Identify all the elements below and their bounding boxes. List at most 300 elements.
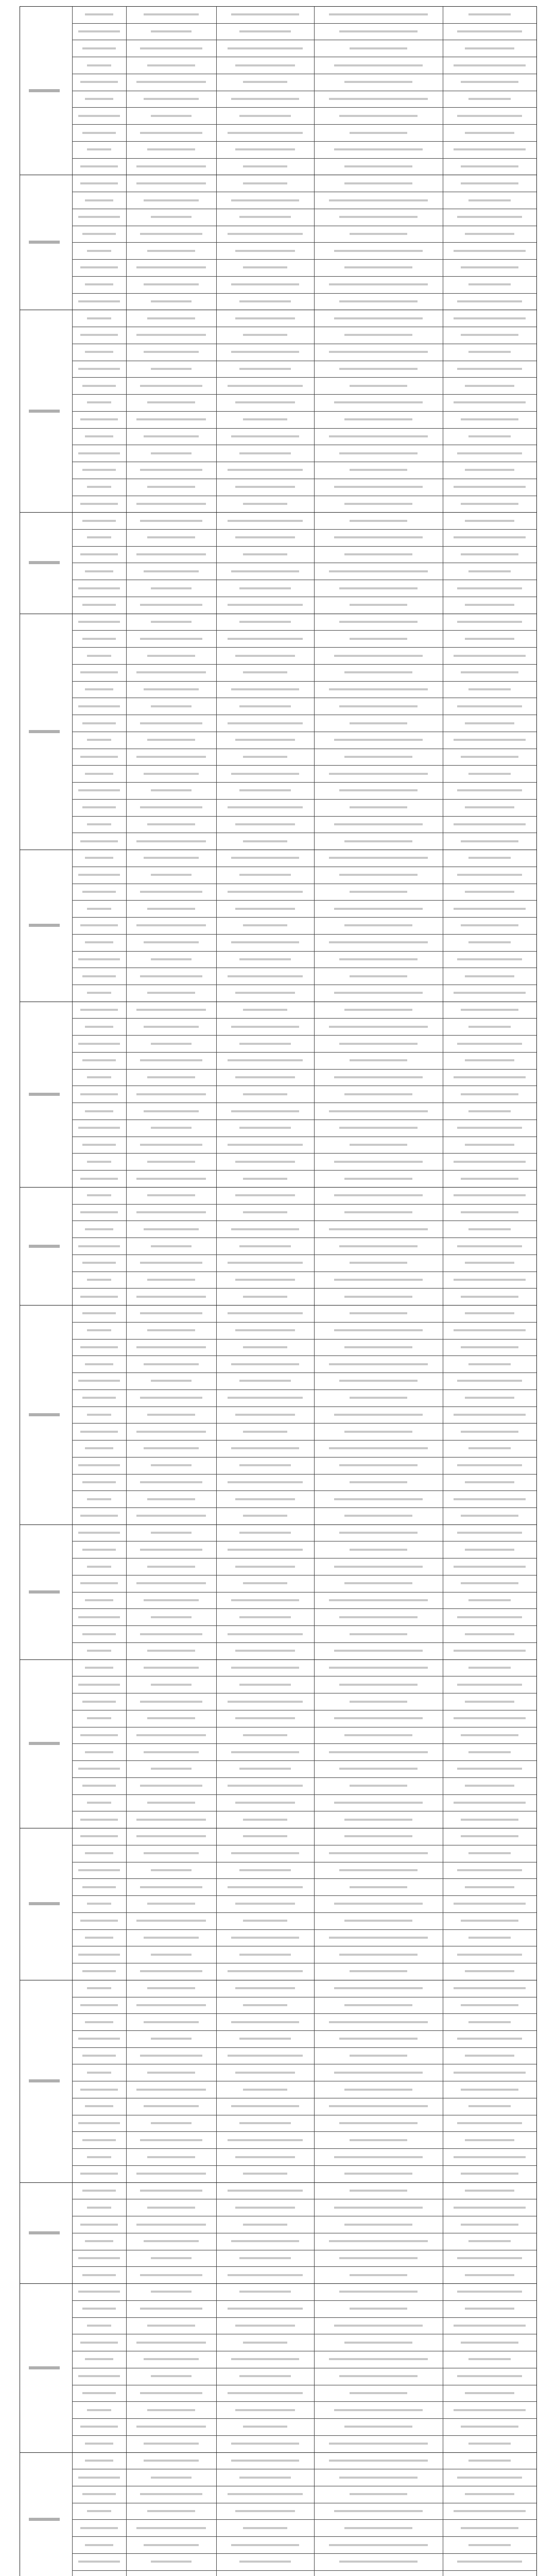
cell-text-mark xyxy=(136,553,206,555)
cell-text-mark xyxy=(468,2240,511,2242)
cell-text-mark xyxy=(231,351,299,353)
cell-text-mark xyxy=(468,351,511,353)
cell-text-mark xyxy=(235,401,295,403)
cell-text-mark xyxy=(457,216,522,218)
cell-text-mark xyxy=(80,182,117,184)
cell-text-mark xyxy=(231,283,299,285)
cell-text-mark xyxy=(228,2392,303,2394)
cell-text-mark xyxy=(228,2308,303,2310)
cell-text-mark xyxy=(80,2089,117,2091)
cell-text-mark xyxy=(235,2156,295,2158)
cell-text-mark xyxy=(350,1312,408,1314)
row-divider xyxy=(72,2131,536,2132)
cell-text-mark xyxy=(344,1835,413,1837)
cell-text-mark xyxy=(87,317,111,319)
cell-text-mark xyxy=(85,1447,114,1449)
cell-text-mark xyxy=(465,1262,514,1264)
cell-text-mark xyxy=(329,2240,428,2242)
cell-text-mark xyxy=(151,115,192,117)
cell-text-mark xyxy=(461,1920,518,1922)
row-divider xyxy=(72,2047,536,2048)
row-divider xyxy=(72,293,536,294)
cell-text-mark xyxy=(468,857,511,859)
cell-text-mark xyxy=(461,165,518,167)
cell-text-mark xyxy=(243,266,287,268)
cell-text-mark xyxy=(85,199,114,201)
cell-text-mark xyxy=(78,2257,120,2259)
cell-text-mark xyxy=(136,334,206,336)
cell-text-mark xyxy=(151,1380,192,1382)
cell-text-mark xyxy=(468,2544,511,2546)
cell-text-mark xyxy=(344,756,413,758)
cell-text-mark xyxy=(231,199,299,201)
cell-text-mark xyxy=(329,1363,428,1365)
district-label-mark xyxy=(29,1742,60,1745)
cell-text-mark xyxy=(231,1667,299,1669)
cell-text-mark xyxy=(329,435,428,437)
cell-text-mark xyxy=(140,975,202,977)
block-divider xyxy=(20,1524,536,1525)
cell-text-mark xyxy=(457,1768,522,1770)
row-divider xyxy=(72,2317,536,2318)
cell-text-mark xyxy=(454,1566,526,1568)
cell-text-mark xyxy=(350,1481,408,1483)
cell-text-mark xyxy=(334,486,423,488)
cell-text-mark xyxy=(80,81,117,83)
cell-text-mark xyxy=(87,1161,111,1163)
cell-text-mark xyxy=(350,891,408,893)
cell-text-mark xyxy=(350,2493,408,2495)
cell-text-mark xyxy=(344,1093,413,1095)
cell-text-mark xyxy=(465,2274,514,2276)
cell-text-mark xyxy=(465,2493,514,2495)
cell-text-mark xyxy=(243,840,287,842)
row-divider xyxy=(72,2148,536,2149)
cell-text-mark xyxy=(80,1296,117,1298)
cell-text-mark xyxy=(329,857,428,859)
district-label-mark xyxy=(29,1902,60,1905)
cell-text-mark xyxy=(334,823,423,825)
cell-text-mark xyxy=(243,2173,287,2175)
cell-text-mark xyxy=(147,1279,195,1281)
cell-text-mark xyxy=(461,840,518,842)
cell-text-mark xyxy=(235,1903,295,1905)
row-divider xyxy=(72,1929,536,1930)
cell-text-mark xyxy=(334,2325,423,2327)
row-divider xyxy=(72,2570,536,2571)
cell-text-mark xyxy=(147,1161,195,1163)
cell-text-mark xyxy=(80,1920,117,1922)
cell-text-mark xyxy=(461,503,518,505)
cell-text-mark xyxy=(334,1329,423,1331)
cell-text-mark xyxy=(339,1532,418,1534)
cell-text-mark xyxy=(228,1970,303,1972)
cell-text-mark xyxy=(235,739,295,741)
cell-text-mark xyxy=(140,2274,202,2276)
cell-text-mark xyxy=(461,334,518,336)
cell-text-mark xyxy=(80,1093,117,1095)
district-label-mark xyxy=(29,2518,60,2521)
cell-text-mark xyxy=(334,739,423,741)
block-divider xyxy=(20,512,536,513)
cell-text-mark xyxy=(243,165,287,167)
cell-text-mark xyxy=(235,1329,295,1331)
cell-text-mark xyxy=(334,1279,423,1281)
cell-text-mark xyxy=(151,705,192,707)
cell-text-mark xyxy=(87,1329,111,1331)
cell-text-mark xyxy=(80,165,117,167)
row-divider xyxy=(72,107,536,108)
cell-text-mark xyxy=(140,604,202,606)
cell-text-mark xyxy=(144,857,199,859)
cell-text-mark xyxy=(140,638,202,640)
cell-text-mark xyxy=(78,30,120,32)
cell-text-mark xyxy=(231,1363,299,1365)
cell-text-mark xyxy=(136,1211,206,1213)
cell-text-mark xyxy=(334,536,423,538)
cell-text-mark xyxy=(231,1937,299,1939)
cell-text-mark xyxy=(228,385,303,387)
cell-text-mark xyxy=(461,1819,518,1821)
cell-text-mark xyxy=(454,317,526,319)
district-label-mark xyxy=(29,241,60,244)
cell-text-mark xyxy=(228,47,303,49)
cell-text-mark xyxy=(344,2342,413,2344)
cell-text-mark xyxy=(344,1009,413,1011)
cell-text-mark xyxy=(147,1717,195,1719)
cell-text-mark xyxy=(228,604,303,606)
row-divider xyxy=(72,1288,536,1289)
cell-text-mark xyxy=(144,1447,199,1449)
cell-text-mark xyxy=(136,1009,206,1011)
cell-text-mark xyxy=(465,1549,514,1551)
row-divider xyxy=(72,546,536,547)
cell-text-mark xyxy=(136,165,206,167)
cell-text-mark xyxy=(344,671,413,673)
cell-text-mark xyxy=(151,452,192,454)
cell-text-mark xyxy=(344,553,413,555)
cell-text-mark xyxy=(151,587,192,589)
cell-text-mark xyxy=(454,250,526,252)
row-divider xyxy=(72,799,536,800)
cell-text-mark xyxy=(461,1431,518,1433)
cell-text-mark xyxy=(78,874,120,876)
row-divider xyxy=(72,1204,536,1205)
column-divider xyxy=(216,6,217,2576)
cell-text-mark xyxy=(82,2493,115,2495)
cell-text-mark xyxy=(82,1549,115,1551)
cell-text-mark xyxy=(454,739,526,741)
cell-text-mark xyxy=(468,199,511,201)
row-divider xyxy=(72,1457,536,1458)
cell-text-mark xyxy=(239,300,291,302)
cell-text-mark xyxy=(339,958,418,960)
cell-text-mark xyxy=(243,553,287,555)
cell-text-mark xyxy=(144,2240,199,2242)
cell-text-mark xyxy=(454,908,526,910)
cell-text-mark xyxy=(329,2105,428,2107)
cell-text-mark xyxy=(228,233,303,235)
cell-text-mark xyxy=(465,1481,514,1483)
cell-text-mark xyxy=(82,2139,115,2141)
cell-text-mark xyxy=(461,2527,518,2529)
cell-text-mark xyxy=(344,165,413,167)
cell-text-mark xyxy=(339,368,418,370)
cell-text-mark xyxy=(468,1228,511,1230)
cell-text-mark xyxy=(329,2460,428,2462)
cell-text-mark xyxy=(329,1599,428,1601)
cell-text-mark xyxy=(235,823,295,825)
row-divider xyxy=(72,1372,536,1373)
cell-text-mark xyxy=(231,2105,299,2107)
cell-text-mark xyxy=(228,722,303,724)
cell-text-mark xyxy=(457,115,522,117)
cell-text-mark xyxy=(454,1650,526,1652)
cell-text-mark xyxy=(151,1869,192,1871)
column-divider xyxy=(314,6,315,2576)
cell-text-mark xyxy=(339,1954,418,1956)
cell-text-mark xyxy=(140,1397,202,1399)
cell-text-mark xyxy=(235,536,295,538)
cell-text-mark xyxy=(144,435,199,437)
cell-text-mark xyxy=(87,1076,111,1078)
cell-text-mark xyxy=(87,64,111,66)
cell-text-mark xyxy=(87,536,111,538)
cell-text-mark xyxy=(350,1262,408,1264)
cell-text-mark xyxy=(228,1633,303,1635)
cell-text-mark xyxy=(465,233,514,235)
cell-text-mark xyxy=(140,1970,202,1972)
cell-text-mark xyxy=(243,2426,287,2428)
cell-text-mark xyxy=(239,1954,291,1956)
district-label-mark xyxy=(29,1093,60,1096)
cell-text-mark xyxy=(243,1835,287,1837)
cell-text-mark xyxy=(136,2173,206,2175)
cell-text-mark xyxy=(243,1819,287,1821)
row-divider xyxy=(72,1642,536,1643)
cell-text-mark xyxy=(243,2004,287,2006)
cell-text-mark xyxy=(468,283,511,285)
cell-text-mark xyxy=(457,1532,522,1534)
row-divider xyxy=(72,2536,536,2537)
cell-text-mark xyxy=(350,2139,408,2141)
cell-text-mark xyxy=(144,688,199,690)
cell-text-mark xyxy=(82,891,115,893)
cell-text-mark xyxy=(239,789,291,791)
cell-text-mark xyxy=(334,1987,423,1989)
cell-text-mark xyxy=(457,2122,522,2124)
cell-text-mark xyxy=(85,1026,114,1028)
cell-text-mark xyxy=(350,1397,408,1399)
cell-text-mark xyxy=(147,655,195,657)
cell-text-mark xyxy=(243,1211,287,1213)
cell-text-mark xyxy=(344,840,413,842)
cell-text-mark xyxy=(454,1161,526,1163)
cell-text-mark xyxy=(239,2375,291,2377)
cell-text-mark xyxy=(243,756,287,758)
row-divider xyxy=(72,681,536,682)
cell-text-mark xyxy=(151,874,192,876)
cell-text-mark xyxy=(454,1987,526,1989)
cell-text-mark xyxy=(147,64,195,66)
cell-text-mark xyxy=(87,1414,111,1416)
cell-text-mark xyxy=(228,1886,303,1888)
row-divider xyxy=(72,1760,536,1761)
cell-text-mark xyxy=(151,1245,192,1247)
cell-text-mark xyxy=(465,1701,514,1703)
cell-text-mark xyxy=(235,2510,295,2512)
cell-text-mark xyxy=(461,1093,518,1095)
cell-text-mark xyxy=(82,638,115,640)
cell-text-mark xyxy=(454,1903,526,1905)
cell-text-mark xyxy=(147,1414,195,1416)
cell-text-mark xyxy=(87,908,111,910)
cell-text-mark xyxy=(82,722,115,724)
cell-text-mark xyxy=(140,2493,202,2495)
cell-text-mark xyxy=(140,891,202,893)
cell-text-mark xyxy=(78,1768,120,1770)
cell-text-mark xyxy=(468,2105,511,2107)
cell-text-mark xyxy=(344,1920,413,1922)
cell-text-mark xyxy=(339,216,418,218)
cell-text-mark xyxy=(140,520,202,522)
cell-text-mark xyxy=(78,452,120,454)
cell-text-mark xyxy=(80,266,117,268)
cell-text-mark xyxy=(239,2561,291,2563)
district-label-mark xyxy=(29,1245,60,1248)
cell-text-mark xyxy=(350,385,408,387)
cell-text-mark xyxy=(87,2072,111,2074)
row-divider xyxy=(72,934,536,935)
cell-text-mark xyxy=(235,1802,295,1804)
cell-text-mark xyxy=(80,1346,117,1348)
cell-text-mark xyxy=(454,2072,526,2074)
cell-text-mark xyxy=(334,1802,423,1804)
cell-text-mark xyxy=(239,587,291,589)
cell-text-mark xyxy=(461,418,518,420)
cell-text-mark xyxy=(80,1734,117,1736)
cell-text-mark xyxy=(350,604,408,606)
cell-text-mark xyxy=(465,1397,514,1399)
cell-text-mark xyxy=(80,1819,117,1821)
cell-text-mark xyxy=(231,13,299,15)
cell-text-mark xyxy=(228,1312,303,1314)
cell-text-mark xyxy=(82,1312,115,1314)
cell-text-mark xyxy=(78,300,120,302)
cell-text-mark xyxy=(339,1380,418,1382)
cell-text-mark xyxy=(461,1296,518,1298)
cell-text-mark xyxy=(235,486,295,488)
cell-text-mark xyxy=(80,1009,117,1011)
cell-text-mark xyxy=(454,64,526,66)
cell-text-mark xyxy=(80,418,117,420)
cell-text-mark xyxy=(350,1886,408,1888)
row-divider xyxy=(72,1389,536,1390)
cell-text-mark xyxy=(78,368,120,370)
cell-text-mark xyxy=(151,2561,192,2563)
cell-text-mark xyxy=(78,2291,120,2293)
cell-text-mark xyxy=(329,283,428,285)
cell-text-mark xyxy=(85,2443,114,2445)
cell-text-mark xyxy=(85,1852,114,1854)
column-divider xyxy=(536,6,537,2576)
cell-text-mark xyxy=(468,2460,511,2462)
cell-text-mark xyxy=(231,2240,299,2242)
row-divider xyxy=(72,259,536,260)
cell-text-mark xyxy=(140,2392,202,2394)
cell-text-mark xyxy=(140,2308,202,2310)
cell-text-mark xyxy=(87,2510,111,2512)
cell-text-mark xyxy=(457,874,522,876)
row-divider xyxy=(72,242,536,243)
cell-text-mark xyxy=(144,2358,199,2360)
cell-text-mark xyxy=(87,823,111,825)
cell-text-mark xyxy=(82,469,115,471)
cell-text-mark xyxy=(151,2375,192,2377)
row-divider xyxy=(72,1878,536,1879)
cell-text-mark xyxy=(465,638,514,640)
cell-text-mark xyxy=(344,334,413,336)
row-divider xyxy=(72,1777,536,1778)
cell-text-mark xyxy=(457,1869,522,1871)
cell-text-mark xyxy=(239,1869,291,1871)
cell-text-mark xyxy=(339,452,418,454)
cell-text-mark xyxy=(465,1633,514,1635)
cell-text-mark xyxy=(231,435,299,437)
cell-text-mark xyxy=(329,2358,428,2360)
cell-text-mark xyxy=(144,2460,199,2462)
cell-text-mark xyxy=(136,2004,206,2006)
cell-text-mark xyxy=(468,1667,511,1669)
cell-text-mark xyxy=(78,1380,120,1382)
row-divider xyxy=(72,1625,536,1626)
cell-text-mark xyxy=(339,1684,418,1686)
cell-text-mark xyxy=(147,2510,195,2512)
cell-text-mark xyxy=(78,2038,120,2040)
cell-text-mark xyxy=(80,924,117,926)
cell-text-mark xyxy=(339,2375,418,2377)
cell-text-mark xyxy=(228,2139,303,2141)
cell-text-mark xyxy=(461,1178,518,1180)
cell-text-mark xyxy=(344,503,413,505)
row-divider xyxy=(72,917,536,918)
cell-text-mark xyxy=(339,587,418,589)
district-label-mark xyxy=(29,2079,60,2082)
cell-text-mark xyxy=(461,671,518,673)
cell-text-mark xyxy=(228,1701,303,1703)
cell-text-mark xyxy=(136,1920,206,1922)
cell-text-mark xyxy=(80,671,117,673)
cell-text-mark xyxy=(344,1515,413,1517)
cell-text-mark xyxy=(243,1515,287,1517)
block-divider xyxy=(20,2283,536,2284)
cell-text-mark xyxy=(329,199,428,201)
cell-text-mark xyxy=(136,1582,206,1584)
cell-text-mark xyxy=(231,1852,299,1854)
row-divider xyxy=(72,1608,536,1609)
cell-text-mark xyxy=(85,13,114,15)
cell-text-mark xyxy=(136,1093,206,1095)
cell-text-mark xyxy=(350,1144,408,1146)
cell-text-mark xyxy=(78,1954,120,1956)
cell-text-mark xyxy=(78,621,120,623)
cell-text-mark xyxy=(147,1076,195,1078)
cell-text-mark xyxy=(461,1835,518,1837)
cell-text-mark xyxy=(235,2207,295,2209)
cell-text-mark xyxy=(82,1633,115,1635)
cell-text-mark xyxy=(140,806,202,808)
cell-text-mark xyxy=(457,2291,522,2293)
